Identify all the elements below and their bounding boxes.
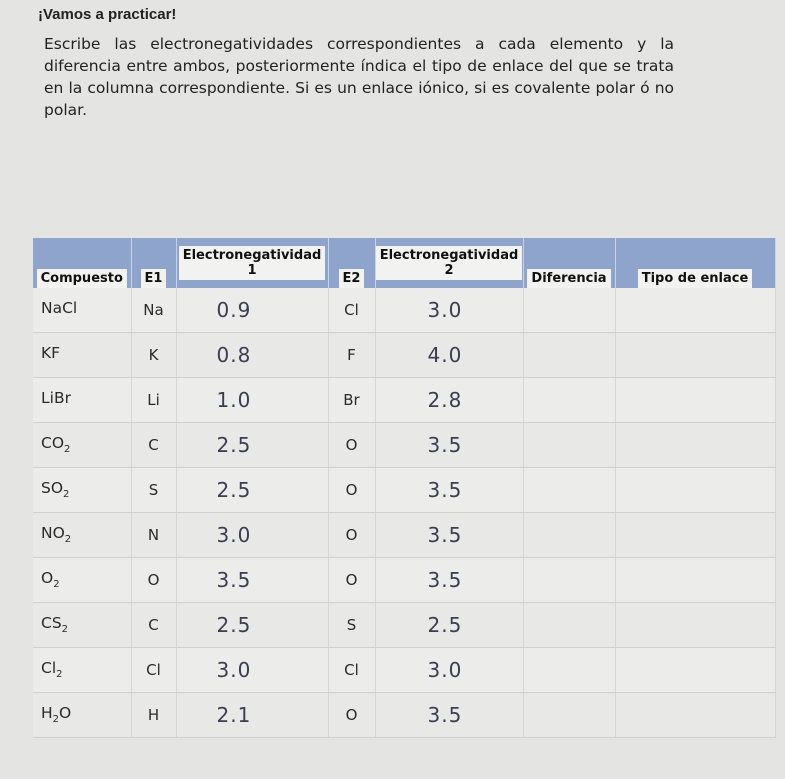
compound-base: NaCl — [41, 299, 78, 318]
electronegativity-2-cell[interactable]: 2.8 — [375, 378, 523, 423]
electronegativity-2-cell[interactable]: 4.0 — [375, 333, 523, 378]
bond-type-cell[interactable] — [615, 378, 775, 423]
bond-type-cell[interactable] — [615, 333, 775, 378]
compound-cell — [33, 378, 131, 423]
element-2-cell: O — [328, 558, 375, 603]
difference-cell[interactable] — [523, 288, 615, 333]
compound-subscript: 2 — [61, 624, 69, 636]
header-e2: E2 — [328, 238, 375, 288]
electronegativity-1-cell[interactable]: 2.5 — [176, 468, 328, 513]
header-electronegativity-2: Electronegatividad 2 — [375, 238, 523, 288]
electronegativity-2-cell[interactable]: 2.5 — [375, 603, 523, 648]
bond-type-cell[interactable] — [615, 513, 775, 558]
compound-cell — [33, 333, 131, 378]
difference-cell[interactable] — [523, 378, 615, 423]
table-row — [33, 468, 775, 513]
compound-subscript: 2 — [52, 714, 60, 726]
element-1-cell: C — [131, 603, 176, 648]
element-1-cell: Cl — [131, 648, 176, 693]
difference-cell[interactable] — [523, 423, 615, 468]
element-2-cell: O — [328, 468, 375, 513]
element-2-cell: Br — [328, 378, 375, 423]
electronegativity-2-cell[interactable]: 3.0 — [375, 288, 523, 333]
bond-type-cell[interactable] — [615, 603, 775, 648]
compound-cell — [33, 603, 131, 648]
compound-base: CS — [41, 614, 62, 633]
compound-base: H — [41, 704, 53, 723]
difference-cell[interactable] — [523, 693, 615, 738]
compound-cell — [33, 648, 131, 693]
compound-cell — [33, 693, 131, 738]
compound-base: KF — [41, 344, 61, 363]
element-2-cell: O — [328, 693, 375, 738]
electronegativity-1-cell[interactable]: 3.0 — [176, 648, 328, 693]
bond-type-cell[interactable] — [615, 468, 775, 513]
bond-type-cell[interactable] — [615, 288, 775, 333]
element-2-cell: Cl — [328, 288, 375, 333]
element-2-cell: O — [328, 423, 375, 468]
difference-cell[interactable] — [523, 333, 615, 378]
element-2-cell: Cl — [328, 648, 375, 693]
electronegativity-2-cell[interactable]: 3.0 — [375, 648, 523, 693]
difference-cell[interactable] — [523, 558, 615, 603]
compound-subscript: 2 — [64, 534, 72, 546]
page-heading: ¡Vamos a practicar! — [38, 6, 177, 23]
electronegativity-1-cell[interactable]: 2.5 — [176, 423, 328, 468]
compound-cell — [33, 288, 131, 333]
electronegativity-1-cell[interactable]: 2.1 — [176, 693, 328, 738]
element-2-cell: S — [328, 603, 375, 648]
compound-cell — [33, 468, 131, 513]
compound-cell — [33, 423, 131, 468]
element-1-cell: N — [131, 513, 176, 558]
electronegativity-1-cell[interactable]: 3.5 — [176, 558, 328, 603]
element-1-cell: O — [131, 558, 176, 603]
header-bond-type: Tipo de enlace — [615, 238, 775, 288]
element-1-cell: K — [131, 333, 176, 378]
electronegativity-1-cell[interactable]: 0.9 — [176, 288, 328, 333]
table-row — [33, 288, 775, 333]
difference-cell[interactable] — [523, 648, 615, 693]
bond-type-cell[interactable] — [615, 648, 775, 693]
header-difference: Diferencia — [523, 238, 615, 288]
table-row — [33, 513, 775, 558]
compound-base: Cl — [41, 659, 57, 678]
table-row — [33, 603, 775, 648]
compound-subscript: 2 — [56, 669, 63, 681]
electronegativity-2-cell[interactable]: 3.5 — [375, 423, 523, 468]
header-electronegativity-1: Electronegatividad 1 — [176, 238, 328, 288]
electronegativity-2-cell[interactable]: 3.5 — [375, 513, 523, 558]
electronegativity-table — [33, 238, 776, 738]
bond-type-cell[interactable] — [615, 693, 775, 738]
bond-type-cell[interactable] — [615, 423, 775, 468]
electronegativity-1-cell[interactable]: 2.5 — [176, 603, 328, 648]
table-row — [33, 333, 775, 378]
element-1-cell: C — [131, 423, 176, 468]
electronegativity-1-cell[interactable]: 3.0 — [176, 513, 328, 558]
table-header-row — [33, 238, 775, 288]
electronegativity-2-cell[interactable]: 3.5 — [375, 558, 523, 603]
compound-base: O — [41, 569, 54, 588]
electronegativity-table-container — [33, 238, 775, 738]
element-1-cell: H — [131, 693, 176, 738]
table-row — [33, 378, 775, 423]
element-1-cell: Na — [131, 288, 176, 333]
table-row — [33, 693, 775, 738]
table-row — [33, 558, 775, 603]
element-1-cell: S — [131, 468, 176, 513]
difference-cell[interactable] — [523, 513, 615, 558]
element-1-cell: Li — [131, 378, 176, 423]
compound-cell — [33, 558, 131, 603]
element-2-cell: F — [328, 333, 375, 378]
difference-cell[interactable] — [523, 468, 615, 513]
compound-cell — [33, 513, 131, 558]
difference-cell[interactable] — [523, 603, 615, 648]
bond-type-cell[interactable] — [615, 558, 775, 603]
compound-subscript: 2 — [53, 579, 60, 591]
electronegativity-1-cell[interactable]: 1.0 — [176, 378, 328, 423]
compound-subscript: 2 — [63, 489, 70, 501]
compound-tail: O — [59, 704, 72, 723]
compound-subscript: 2 — [64, 444, 71, 456]
compound-base: CO — [41, 434, 65, 453]
compound-base: NO — [41, 524, 65, 543]
compound-base: LiBr — [41, 389, 71, 408]
electronegativity-2-cell[interactable]: 3.5 — [375, 468, 523, 513]
header-compound: Compuesto — [33, 238, 131, 288]
header-e1: E1 — [131, 238, 176, 288]
electronegativity-1-cell[interactable]: 0.8 — [176, 333, 328, 378]
table-row — [33, 423, 775, 468]
electronegativity-2-cell[interactable]: 3.5 — [375, 693, 523, 738]
element-2-cell: O — [328, 513, 375, 558]
compound-base: SO — [41, 479, 64, 498]
instructions-text: Escribe las electronegatividades correspondientes a cada elemento y la diferencia entre ambos, posteriormente índica el tipo de enlace del que se trata en la columna correspondiente. Si es un enlace iónico, si es covalente polar ó no polar. — [44, 35, 674, 119]
table-row — [33, 648, 775, 693]
